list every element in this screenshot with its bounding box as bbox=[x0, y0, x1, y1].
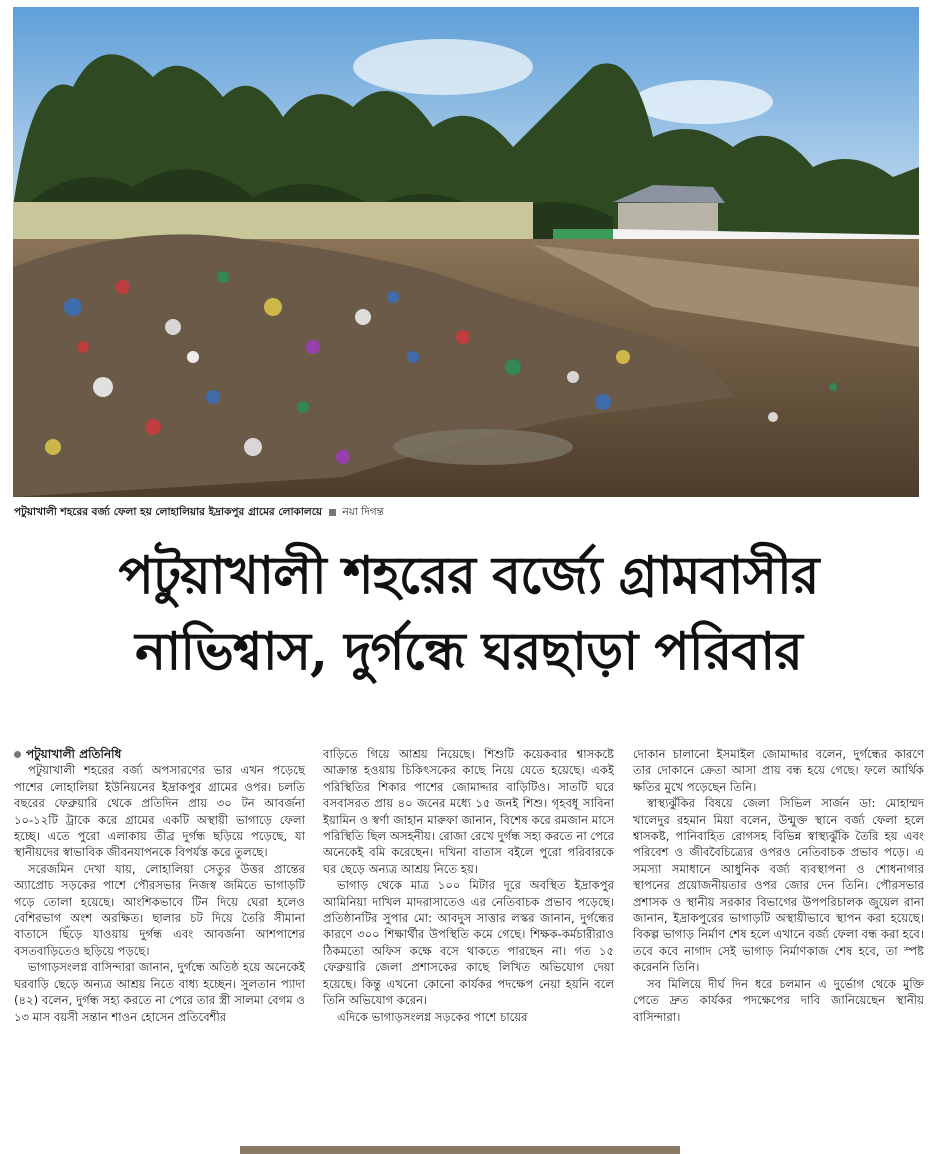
paragraph: দোকান চালানো ইসমাইল জোমাদ্দার বলেন, দুর্গন্ধের কারণে তার দোকানে ক্রেতা আসা প্রায় বন্ধ হয়ে গেছে। ফলে আর্থিক ক্ষতির মুখে পড়েছেন তিনি। bbox=[633, 747, 924, 794]
news-photo bbox=[13, 7, 919, 497]
paragraph: ভাগাড় থেকে মাত্র ১০০ মিটার দূরে অবস্থিত ইদ্রাকপুর আমিনিয়া দাখিল মাদরাসাতেও এর নেতিবাচক প্রভাব পড়েছে। প্রতিষ্ঠানটির সুপার মো: আবদুস সাত্তার লস্কর জানান, দুর্গন্ধের কারণে ৩০০ শিক্ষার্থীর উপস্থিতি কমে গেছে। শিক্ষক-কর্মচারীরাও ঠিকমতো অফিস কক্ষে বসে থাকতে পারছেন না। গত ১৫ ফেব্রুয়ারি জেলা প্রশাসকের কাছে লিখিত অভিযোগ দেয়া হয়েছে। কিন্তু এখনো কোনো কার্যকর পদক্ষেপ নেয়া হয়নি বলে তিনি অভিযোগ করেন। bbox=[323, 878, 614, 1008]
photo-caption bbox=[14, 505, 384, 522]
article-column-2 bbox=[323, 746, 614, 1142]
headline bbox=[20, 538, 917, 690]
paragraph: সব মিলিয়ে দীর্ঘ দিন ধরে চলমান এ দুর্ভোগ থেকে মুক্তি পেতে দ্রুত কার্যকর পদক্ষেপের দাবি জানিয়েছেন স্থানীয় বাসিন্দারা। bbox=[633, 976, 924, 1024]
photo-credit: নয়া দিগন্ত bbox=[342, 506, 384, 518]
paragraph: ভাগাড়সংলগ্ন বাসিন্দারা জানান, দুর্গন্ধে অতিষ্ঠ হয়ে অনেকেই ঘরবাড়ি ছেড়ে অন্যত্র আশ্রয় নিতে বাধ্য হচ্ছেন। সুলতান প্যাদা (৪২) বলেন, দুর্গন্ধ সহ্য করতে না পেরে তার স্ত্রী সালমা বেগম ও ১৩ মাস বয়সী সন্তান শাওন হোসেন প্রতিবেশীর bbox=[14, 960, 305, 1024]
square-bullet-icon bbox=[329, 509, 336, 516]
byline-text: পটুয়াখালী প্রতিনিধি bbox=[26, 747, 122, 761]
paragraph: সরেজমিন দেখা যায়, লোহালিয়া সেতুর উত্তর প্রান্তের অ্যাপ্রোচ সড়কের পাশে পৌরসভার নিজস্ব জমিতে ভাগাড়টি গড়ে তোলা হয়েছে। আংশিকভাবে টিন দিয়ে ঘেরা হলেও বেশিরভাগ অংশ অরক্ষিত। ছালার চট দিয়ে তৈরি সীমানা বাতাসে ছিঁড়ে যাওয়ায় দুর্গন্ধ এবং আবর্জনা আশপাশের বসতবাড়িতেও ছড়িয়ে পড়ছে। bbox=[14, 861, 305, 958]
paragraph: বাড়িতে গিয়ে আশ্রয় নিয়েছে। শিশুটি কয়েকবার শ্বাসকষ্টে আক্রান্ত হওয়ায় চিকিৎসকের কাছে নিয়ে যেতে হয়েছে। একই পরিস্থিতির শিকার পাশের জোমাদ্দার বাড়িটিও। সাতটি ঘরে বসবাসরত প্রায় ৪০ জনের মধ্যে ১৫ জনই শিশু। গৃহবধূ সাবিনা ইয়ামিন ও স্বর্ণা জাহান মারুফা জানান, বিশেষ করে রমজান মাসে পরিস্থিতি ছিল অসহনীয়। রোজা রেখে দুর্গন্ধ সহ্য করতে না পেরে অনেকেই বমি করেছেন। দখিনা বাতাস বইলে পুরো পরিবারকে ঘর ছেড়ে অন্যত্র আশ্রয় নিতে হয়। bbox=[323, 747, 614, 876]
next-photo-edge bbox=[240, 1146, 680, 1154]
byline bbox=[14, 746, 305, 762]
headline-line-2: নাভিশ্বাস, দুর্গন্ধে ঘরছাড়া পরিবার bbox=[135, 621, 802, 682]
paragraph: এদিকে ভাগাড়সংলগ্ন সড়কের পাশে চায়ের bbox=[337, 1009, 528, 1024]
article-body bbox=[14, 746, 924, 1142]
article-column-3 bbox=[633, 746, 924, 1142]
garbage-dump-photo bbox=[13, 7, 919, 497]
paragraph: পটুয়াখালী শহরের বর্জ্য অপসারণের ভার এখন পড়েছে পাশের লোহালিয়া ইউনিয়নের ইদ্রাকপুর গ্রামের ওপর। চলতি বছরের ফেব্রুয়ারি থেকে প্রতিদিন প্রায় ৩০ টন আবর্জনা ১০-১২টি ট্রাকে করে গ্রামের একটি অস্থায়ী ভাগাড়ে ফেলা হচ্ছে। এতে পুরো এলাকায় তীব্র দুর্গন্ধ ছড়িয়ে পড়েছে, যা স্থানীয়দের স্বাভাবিক জীবনযাপনকে বিপর্যস্ত করে তুলছে। bbox=[14, 763, 305, 860]
caption-text: পটুয়াখালী শহরের বর্জ্য ফেলা হয় লোহালিয়ার ইদ্রাকপুর গ্রামের লোকালয়ে bbox=[14, 506, 323, 518]
paragraph: স্বাস্থ্যঝুঁকির বিষয়ে জেলা সিভিল সার্জন ডা: মোহাম্মদ খালেদুর রহমান মিয়া বলেন, উন্মুক্ত স্থানে বর্জ্য ফেলা হলে শ্বাসকষ্ট, পানিবাহিত রোগসহ বিভিন্ন স্বাস্থ্যঝুঁকি তৈরি হয় এবং পরিবেশ ও জীববৈচিত্র্যের ওপরও নেতিবাচক প্রভাব পড়ে। এ সমস্যা সমাধানে আধুনিক বর্জ্য ব্যবস্থাপনা ও শোধনাগার স্থাপনের প্রয়োজনীয়তার ওপর জোর দেন তিনি। পৌরসভার প্রশাসক ও স্থানীয় সরকার বিভাগের উপপরিচালক জুয়েল রানা জানান, ইদ্রাকপুরের ভাগাড়টি অস্থায়ীভাবে স্থাপন করা হয়েছে। বিকল্প ভাগাড় নির্মাণ শেষ হলে এখানে বর্জ্য ফেলা বন্ধ করা হবে। তবে কবে নাগাদ সেই ভাগাড় নির্মাণকাজ শেষ হবে, তা স্পষ্ট করেননি তিনি। bbox=[633, 796, 924, 975]
article-column-1 bbox=[14, 746, 305, 1142]
headline-line-1: পটুয়াখালী শহরের বর্জ্যে গ্রামবাসীর bbox=[118, 545, 819, 606]
bullet-icon bbox=[14, 751, 21, 758]
